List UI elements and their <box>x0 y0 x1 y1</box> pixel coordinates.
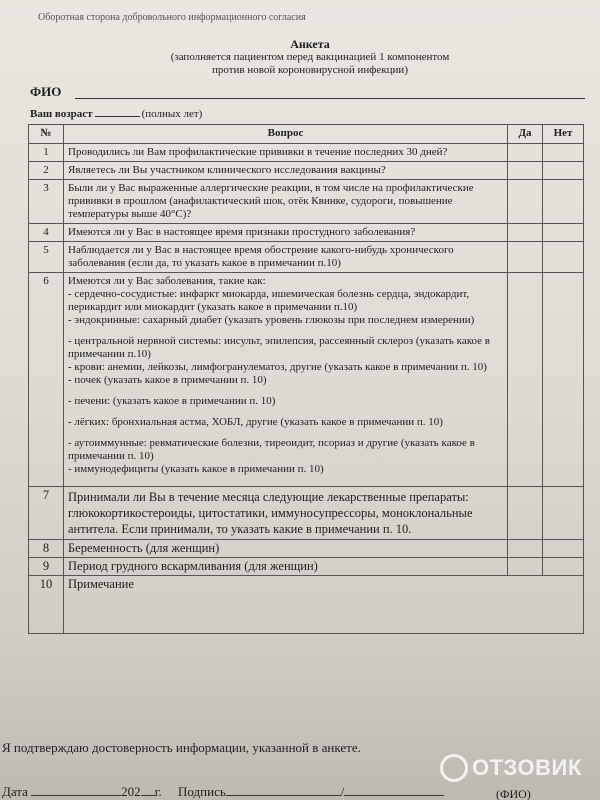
no-cell[interactable] <box>543 540 584 558</box>
table-row <box>29 242 584 273</box>
year-suffix: г. <box>154 784 162 799</box>
no-cell[interactable] <box>543 180 584 224</box>
disease-item: - эндокринные: сахарный диабет (указать уровень глюкозы при последнем измерении) <box>68 314 475 326</box>
table-row <box>29 180 584 224</box>
questionnaire-table <box>28 124 584 634</box>
header-num: № <box>29 125 64 144</box>
yes-cell[interactable] <box>508 242 543 273</box>
date-field[interactable] <box>31 783 121 796</box>
fio-label: ФИО <box>30 84 62 99</box>
yes-cell[interactable] <box>508 487 543 540</box>
row-number: 8 <box>29 540 64 558</box>
row-question: Являетесь ли Вы участником клинического исследования вакцины? <box>64 162 508 180</box>
signature-label: Подпись <box>178 784 226 799</box>
row-number: 5 <box>29 242 64 273</box>
disease-item: - печени: (указать какое в примечании п. 10) <box>68 395 276 407</box>
yes-cell[interactable] <box>508 558 543 576</box>
no-cell[interactable] <box>543 273 584 487</box>
age-field[interactable] <box>95 116 140 117</box>
date-label: Дата <box>2 784 28 799</box>
table-row <box>29 144 584 162</box>
no-cell[interactable] <box>543 162 584 180</box>
signature-field[interactable] <box>226 783 341 796</box>
disease-item: - иммунодефициты (указать какое в примечании п. 10) <box>68 463 324 475</box>
yes-cell[interactable] <box>508 224 543 242</box>
disease-item: - крови: анемии, лейкозы, лимфогранулематоз, другие (указать какое в примечании п. 10) <box>68 361 487 373</box>
watermark-ring-icon <box>440 754 468 782</box>
fio-caption: (ФИО) <box>496 787 531 800</box>
header-no: Нет <box>543 125 584 144</box>
row-number: 3 <box>29 180 64 224</box>
yes-cell[interactable] <box>508 144 543 162</box>
header-question: Вопрос <box>64 125 508 144</box>
age-label: Ваш возраст <box>30 108 93 120</box>
title-block <box>110 38 510 77</box>
yes-cell[interactable] <box>508 162 543 180</box>
age-hint: (полных лет) <box>141 108 203 120</box>
no-cell[interactable] <box>543 242 584 273</box>
table-row <box>29 487 584 540</box>
year-prefix: 202 <box>121 784 141 799</box>
table-row-notes <box>29 576 584 634</box>
form-subtitle-2: против новой короновирусной инфекции) <box>212 64 408 76</box>
row-question: Имеются ли у Вас в настоящее время признаки простудного заболевания? <box>64 224 508 242</box>
disease-item: - лёгких: бронхиальная астма, ХОБЛ, другие (указать какое в примечании п. 10) <box>68 416 443 428</box>
table-row <box>29 540 584 558</box>
form-subtitle-1: (заполняется пациентом перед вакцинацией 1 компонентом <box>170 51 450 63</box>
table-header-row <box>29 125 584 144</box>
fio-signature-field[interactable] <box>344 783 444 796</box>
no-cell[interactable] <box>543 144 584 162</box>
table-row <box>29 162 584 180</box>
no-cell[interactable] <box>543 487 584 540</box>
disease-item: - аутоиммунные: ревматические болезни, тиреоидит, псориаз и другие (указать какое в примечании п. 10) <box>68 437 475 462</box>
row-question: Принимали ли Вы в течение месяца следующие лекарственные препараты: глюкокортикостероиды, цитостатики, иммуносупрессоры, моноклональные антитела. Если принимали, то указать какие в примечании п. 10. <box>64 487 508 540</box>
table-row <box>29 224 584 242</box>
row-question: Период грудного вскармливания (для женщин) <box>64 558 508 576</box>
fio-field[interactable] <box>75 98 585 99</box>
row-number: 7 <box>29 487 64 540</box>
no-cell[interactable] <box>543 558 584 576</box>
row-number: 4 <box>29 224 64 242</box>
row-number: 2 <box>29 162 64 180</box>
year-field[interactable] <box>141 783 155 796</box>
fio-row <box>30 84 590 100</box>
row-question: Были ли у Вас выраженные аллергические реакции, в том числе на профилактические прививки в прошлом (анафилактический шок, отёк Квинке, судороги, повышение температуры выше 40°С)? <box>64 180 508 224</box>
table-row <box>29 273 584 487</box>
yes-cell[interactable] <box>508 540 543 558</box>
watermark-text: ОТЗОВИК <box>472 755 582 780</box>
table-row <box>29 558 584 576</box>
disease-item: - почек (указать какое в примечании п. 10) <box>68 374 267 386</box>
disease-item: - сердечно-сосудистые: инфаркт миокарда, ишемическая болезнь сердца, эндокардит, перикардит или миокардит (указать какое в примечании п.10) <box>68 288 470 313</box>
notes-cell[interactable]: Примечание <box>64 576 584 634</box>
top-note: Оборотная сторона добровольного информационного согласия <box>38 12 306 23</box>
confirmation-text: Я подтверждаю достоверность информации, указанной в анкете. <box>2 740 361 755</box>
row-number: 9 <box>29 558 64 576</box>
row-number: 6 <box>29 273 64 487</box>
yes-cell[interactable] <box>508 273 543 487</box>
row-question: Проводились ли Вам профилактические прививки в течение последних 30 дней? <box>64 144 508 162</box>
diseases-intro: Имеются ли у Вас заболевания, такие как: <box>68 275 266 287</box>
signature-slash: / <box>340 784 345 799</box>
row-number: 10 <box>29 576 64 634</box>
form-title: Анкета <box>290 37 330 51</box>
age-row <box>30 108 202 120</box>
row-question-diseases <box>64 273 508 487</box>
no-cell[interactable] <box>543 224 584 242</box>
row-question: Наблюдается ли у Вас в настоящее время обострение какого-нибудь хронического заболевания (если да, то указать какое в примечании п.10) <box>64 242 508 273</box>
watermark <box>440 754 582 782</box>
row-number: 1 <box>29 144 64 162</box>
yes-cell[interactable] <box>508 180 543 224</box>
disease-item: - центральной нервной системы: инсульт, эпилепсия, рассеянный склероз (указать какое в примечании п.10) <box>68 335 490 360</box>
row-question: Беременность (для женщин) <box>64 540 508 558</box>
header-yes: Да <box>508 125 543 144</box>
